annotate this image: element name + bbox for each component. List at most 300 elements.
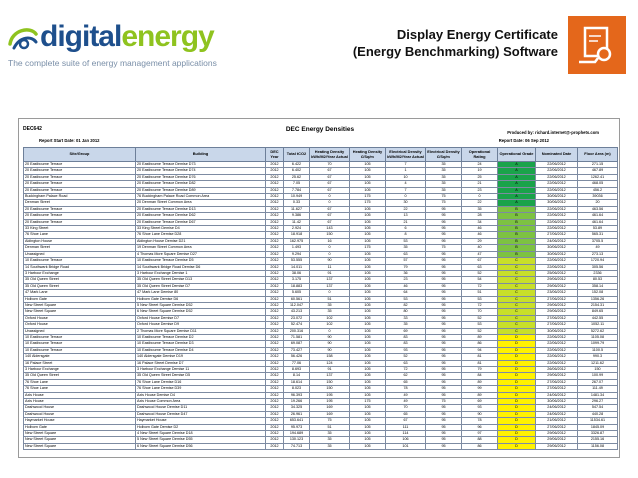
table-cell: 95 xyxy=(426,347,462,353)
table-cell: 49 xyxy=(386,399,426,405)
table-cell: 95 xyxy=(426,328,462,334)
column-header[interactable]: Electrical Density kWh/M2/Year Actual xyxy=(386,148,426,162)
table-cell: New Street Square xyxy=(24,309,136,315)
table-cell: 2012 xyxy=(266,309,284,315)
table-cell: 80 xyxy=(386,309,426,315)
page-title-line2: (Energy Benchmarking) Software xyxy=(352,44,558,59)
table-cell: 69 xyxy=(462,399,498,405)
table-cell: A xyxy=(498,181,536,187)
column-header[interactable]: Electrical Density £/Sq/m xyxy=(426,148,462,162)
table-cell: 20 Eastbourne Terrace xyxy=(24,162,136,168)
table-cell: 0 xyxy=(310,251,350,257)
table-cell: 105 xyxy=(350,379,386,385)
table-cell: 67 xyxy=(310,219,350,225)
table-cell: 0 xyxy=(310,290,350,296)
table-cell: 175 xyxy=(350,245,386,251)
table-cell: 20 Eastbourne Terrace xyxy=(24,206,136,212)
table-cell: 105 xyxy=(350,238,386,244)
column-header[interactable]: Heating Density kWh/M2/Year Actual xyxy=(310,148,350,162)
table-cell: 71.581 xyxy=(284,334,310,340)
table-cell: 195 xyxy=(310,392,350,398)
table-cell: 2012 xyxy=(266,322,284,328)
table-cell: 72 xyxy=(462,302,498,308)
table-cell: 22/06/2012 xyxy=(536,206,578,212)
page-title xyxy=(353,26,558,60)
table-cell: 95 xyxy=(426,290,462,296)
table-cell: 461.64 xyxy=(578,219,618,225)
table-cell: 29/06/2012 xyxy=(536,283,578,289)
table-cell: 3 Harbour Exchange Demise 11 xyxy=(136,367,266,373)
table-cell: 22 xyxy=(386,206,426,212)
table-cell: 86 xyxy=(462,341,498,347)
table-cell: 2012 xyxy=(266,213,284,219)
table-cell: 6 New Street Square Demise D56 xyxy=(136,443,266,449)
table-cell: 1052.11 xyxy=(578,322,618,328)
table-cell: 20 Eastbourne Terrace Demise D82 xyxy=(136,181,266,187)
table-cell: 105 xyxy=(350,174,386,180)
table-cell: 137 xyxy=(310,277,350,283)
table-cell: D xyxy=(498,399,536,405)
table-cell: C xyxy=(498,277,536,283)
table-cell: 79 xyxy=(386,264,426,270)
table-cell: 105 xyxy=(350,181,386,187)
table-cell: 2012 xyxy=(266,405,284,411)
table-cell: 20 Eastbourne Terrace xyxy=(24,187,136,193)
table-cell: 3326.87 xyxy=(578,431,618,437)
table-cell: 35 Old Queen Street xyxy=(24,373,136,379)
table-cell: 16 xyxy=(310,238,350,244)
table-cell: 47 Mark Lane xyxy=(24,290,136,296)
logo-wordmark xyxy=(40,22,214,52)
table-cell: B xyxy=(498,238,536,244)
column-header[interactable]: Nominated Date xyxy=(536,148,578,162)
table-cell: 10 Eastbourne Terrace Demise D3 xyxy=(136,341,266,347)
table-cell: 76 Shoe Lane xyxy=(24,379,136,385)
table-cell: 95 xyxy=(426,219,462,225)
table-cell: 150 xyxy=(578,367,618,373)
table-cell: 101 xyxy=(386,443,426,449)
table-cell: 20 Eastbourne Terrace xyxy=(24,181,136,187)
table-cell: 0 xyxy=(386,194,426,200)
table-cell: 91 xyxy=(310,270,350,276)
column-header[interactable]: Site/Group xyxy=(24,148,136,162)
table-cell: 2012 xyxy=(266,418,284,424)
table-cell: 140 Aldersgate Demise D19 xyxy=(136,354,266,360)
table-cell: 0 xyxy=(310,328,350,334)
table-cell: 35 xyxy=(310,431,350,437)
table-cell: 95 xyxy=(426,277,462,283)
table-cell: 30 xyxy=(386,200,426,206)
digital-energy-logo xyxy=(6,22,214,52)
table-cell: 35 Old Queen Street Demise D7 xyxy=(136,283,266,289)
table-cell: 22/06/2012 xyxy=(536,162,578,168)
table-cell: 440.28 xyxy=(578,411,618,417)
table-cell: Dashwood House xyxy=(24,405,136,411)
table-cell: 24/06/2012 xyxy=(536,238,578,244)
report-start-date: Report Start Date: 01 Jan 2012 xyxy=(39,138,100,143)
table-cell: D xyxy=(498,431,536,437)
table-cell: 271.15 xyxy=(578,162,618,168)
table-cell: 22/06/2012 xyxy=(536,213,578,219)
table-cell: Dashwood House Demise D47 xyxy=(136,411,266,417)
table-cell: 11.627 xyxy=(284,206,310,212)
table-cell: 77.06 xyxy=(284,360,310,366)
table-cell: 95 xyxy=(426,379,462,385)
table-cell: 67 xyxy=(310,187,350,193)
table-cell: 35 xyxy=(426,162,462,168)
table-cell: 2154.31 xyxy=(578,302,618,308)
table-cell: 2155.16 xyxy=(578,437,618,443)
table-cell: 75 xyxy=(426,245,462,251)
table-cell: 60.561 xyxy=(284,296,310,302)
table-cell: 53 xyxy=(386,296,426,302)
table-cell: 70 xyxy=(310,162,350,168)
table-cell: 3705.5 xyxy=(578,238,618,244)
produced-by: Produced by: richard.internet@-prophets.com xyxy=(507,130,599,135)
table-cell: 112.047 xyxy=(284,302,310,308)
table-cell: 53 xyxy=(462,322,498,328)
table-cell: 67 xyxy=(310,168,350,174)
table-cell: 105 xyxy=(350,162,386,168)
table-cell: B xyxy=(498,226,536,232)
table-row[interactable] xyxy=(24,443,618,449)
table-cell: 52 xyxy=(462,328,498,334)
table-cell: 105 xyxy=(350,354,386,360)
table-cell: 75 xyxy=(426,194,462,200)
table-cell: 2 Thomas More Square Demise D11 xyxy=(136,328,266,334)
table-cell: 468.05 xyxy=(578,181,618,187)
table-cell: 95 xyxy=(426,354,462,360)
table-cell: 11 xyxy=(310,264,350,270)
table-cell: 3.175 xyxy=(284,277,310,283)
table-cell: 358.14 xyxy=(578,283,618,289)
table-cell: A xyxy=(498,168,536,174)
table-cell: 2012 xyxy=(266,379,284,385)
table-cell: 36 xyxy=(386,270,426,276)
table-cell: 35 Old Queen Street xyxy=(24,277,136,283)
table-cell: C xyxy=(498,283,536,289)
table-cell: 26/06/2012 xyxy=(536,367,578,373)
table-cell: 95 xyxy=(426,424,462,430)
table-cell: 0 xyxy=(310,194,350,200)
table-cell: 43.213 xyxy=(284,309,310,315)
table-cell: 53 xyxy=(386,238,426,244)
table-cell: 27/06/2012 xyxy=(536,322,578,328)
table-cell: 35 xyxy=(386,322,426,328)
table-cell: D xyxy=(498,411,536,417)
table-cell: 100.99 xyxy=(578,373,618,379)
table-cell: 27/06/2012 xyxy=(536,232,578,238)
table-cell: B xyxy=(498,251,536,257)
table-cell: 35 xyxy=(426,168,462,174)
table-cell: 565.31 xyxy=(578,232,618,238)
column-header[interactable]: Building xyxy=(136,148,266,162)
table-cell: 53 xyxy=(462,296,498,302)
table-cell: 83 xyxy=(386,341,426,347)
table-cell: 2012 xyxy=(266,424,284,430)
table-cell: 95 xyxy=(426,341,462,347)
table-cell: 35 xyxy=(426,181,462,187)
table-cell: 95 xyxy=(426,232,462,238)
table-cell: 10 Eastbourne Terrace xyxy=(24,334,136,340)
table-cell: D xyxy=(498,334,536,340)
table-cell: Buckingham Palace Road xyxy=(24,194,136,200)
table-cell: 2012 xyxy=(266,187,284,193)
table-cell: 105 xyxy=(350,315,386,321)
table-cell: 22/06/2012 xyxy=(536,264,578,270)
swirl-logo-icon xyxy=(6,22,40,52)
table-cell: 70 xyxy=(462,309,498,315)
table-cell: 96 xyxy=(462,424,498,430)
table-cell: 95 xyxy=(426,315,462,321)
table-header-row xyxy=(24,148,618,162)
column-header[interactable]: Operational Rating xyxy=(462,148,498,162)
table-cell: Oxford House xyxy=(24,322,136,328)
table-cell: 84 xyxy=(462,373,498,379)
table-cell: 29/06/2012 xyxy=(536,277,578,283)
table-cell: 2012 xyxy=(266,206,284,212)
table-cell: 467.89 xyxy=(578,168,618,174)
table-cell: 102 xyxy=(310,322,350,328)
table-cell: D xyxy=(498,347,536,353)
table-cell: 2012 xyxy=(266,245,284,251)
table-cell: D xyxy=(498,418,536,424)
table-cell: 18.883 xyxy=(284,283,310,289)
table-cell: 63 xyxy=(386,251,426,257)
table-cell: 75 xyxy=(310,418,350,424)
table-cell: 22 xyxy=(462,200,498,206)
table-cell: 18.918 xyxy=(284,232,310,238)
table-cell: 30/06/2012 xyxy=(536,328,578,334)
column-header[interactable]: Operational Grade xyxy=(498,148,536,162)
report-id: DEC642 xyxy=(23,126,42,132)
table-cell: Oxford House Demise D9 xyxy=(136,322,266,328)
table-cell: 53.89 xyxy=(578,226,618,232)
table-cell: 849.65 xyxy=(578,309,618,315)
table-cell: D xyxy=(498,392,536,398)
table-cell: C xyxy=(498,270,536,276)
table-cell: 105 xyxy=(350,373,386,379)
table-cell: 2012 xyxy=(266,386,284,392)
table-cell: 95 xyxy=(426,302,462,308)
table-cell: 23 xyxy=(386,277,426,283)
table-cell: 140 Aldersgate xyxy=(24,354,136,360)
table-cell: 194.689 xyxy=(284,431,310,437)
table-cell: 20 Eastbourne Terrace Demise D67 xyxy=(136,219,266,225)
table-cell: 2012 xyxy=(266,354,284,360)
report-title: DEC Energy Densities xyxy=(285,126,355,133)
table-cell: 79 xyxy=(462,367,498,373)
table-cell: 4 Thomas More Square Demise D27 xyxy=(136,251,266,257)
table-cell: 21/06/2012 xyxy=(536,418,578,424)
table-cell: 24/06/2012 xyxy=(536,392,578,398)
table-cell: Axis House Demise D4 xyxy=(136,392,266,398)
table-cell: 95.973 xyxy=(284,424,310,430)
table-cell: 27/06/2012 xyxy=(536,296,578,302)
table-cell: 33 King Street Demise D4 xyxy=(136,226,266,232)
table-cell: 93 xyxy=(386,347,426,353)
table-cell: 69.087 xyxy=(284,341,310,347)
table-cell: 2012 xyxy=(266,431,284,437)
table-cell: 105 xyxy=(350,322,386,328)
table-cell: 8 xyxy=(386,232,426,238)
table-cell: 24 xyxy=(462,162,498,168)
table-cell: 52 xyxy=(462,315,498,321)
table-cell: 8.14 xyxy=(284,373,310,379)
table-cell: 64 xyxy=(386,290,426,296)
table-cell: 2012 xyxy=(266,367,284,373)
table-cell: 150 xyxy=(310,386,350,392)
column-header[interactable]: DEC Year xyxy=(266,148,284,162)
table-cell: 51 xyxy=(462,290,498,296)
table-cell: 114 xyxy=(386,431,426,437)
table-cell: 14 Southwark Bridge Road xyxy=(24,264,136,270)
table-cell: 21 xyxy=(386,219,426,225)
table-cell: 95 xyxy=(426,431,462,437)
table-cell: 105 xyxy=(350,213,386,219)
table-cell: New Street Square xyxy=(24,437,136,443)
table-cell: 296.27 xyxy=(578,399,618,405)
table-cell: 162.975 xyxy=(284,238,310,244)
table-cell: 5 New Street Square Demise D52 xyxy=(136,302,266,308)
table-cell: D xyxy=(498,379,536,385)
table-cell: 105 xyxy=(350,392,386,398)
table-cell: 78 xyxy=(386,386,426,392)
table-cell: 51 xyxy=(310,296,350,302)
table-cell: A xyxy=(498,187,536,193)
table-cell: 150 xyxy=(310,379,350,385)
table-cell: 7 xyxy=(386,187,426,193)
table-cell: 169 xyxy=(310,405,350,411)
table-cell: 106 xyxy=(386,437,426,443)
table-cell: 2012 xyxy=(266,277,284,283)
table-cell: 6 xyxy=(386,226,426,232)
table-cell: A xyxy=(498,162,536,168)
table-cell: 2012 xyxy=(266,258,284,264)
table-cell: 105 xyxy=(350,341,386,347)
table-cell: Aldington House xyxy=(24,238,136,244)
table-cell: 105 xyxy=(350,418,386,424)
table-cell: 33 King Street xyxy=(24,226,136,232)
table-cell: 105 xyxy=(350,226,386,232)
table-cell: 76 Shoe Lane Demise D39 xyxy=(136,386,266,392)
table-cell: 90 xyxy=(310,347,350,353)
table-cell: 75 xyxy=(426,200,462,206)
table-cell: C xyxy=(498,315,536,321)
table-cell: A xyxy=(498,200,536,206)
table-cell: 95 xyxy=(426,418,462,424)
table-cell: 2012 xyxy=(266,302,284,308)
table-cell: 95 xyxy=(426,411,462,417)
table-cell: Holborn Gate Demise D6 xyxy=(136,296,266,302)
column-header[interactable]: Floor Area (m) xyxy=(578,148,618,162)
column-header[interactable]: Heating Density £/Sq/m xyxy=(350,148,386,162)
table-cell: 990.3 xyxy=(578,354,618,360)
table-cell: 130.123 xyxy=(284,437,310,443)
table-cell: 23.072 xyxy=(284,315,310,321)
table-cell: 30/06/2012 xyxy=(536,399,578,405)
table-cell: 11534.61 xyxy=(578,418,618,424)
table-cell: 93 xyxy=(462,405,498,411)
table-cell: 20 Eastbourne Terrace Demise D74 xyxy=(136,168,266,174)
table-cell: 54 xyxy=(462,277,498,283)
table-cell: 57 xyxy=(386,258,426,264)
table-cell: 20 Eastbourne Terrace xyxy=(24,213,136,219)
table-cell: 47 xyxy=(462,251,498,257)
table-cell: B xyxy=(498,232,536,238)
table-cell: 47 Mark Lane Demise 80 xyxy=(136,290,266,296)
table-cell: 10 Eastbourne Terrace xyxy=(24,341,136,347)
table-cell: 105 xyxy=(350,411,386,417)
table-cell: 94 xyxy=(462,347,498,353)
table-cell: 2012 xyxy=(266,226,284,232)
table-cell: 86 xyxy=(462,443,498,449)
table-cell: 35 xyxy=(310,443,350,449)
table-cell: 22/06/2012 xyxy=(536,181,578,187)
table-cell: 10 Eastbourne Terrace Demise D2 xyxy=(136,334,266,340)
table-cell: 1211.62 xyxy=(578,360,618,366)
report-sheet xyxy=(18,118,620,458)
table-cell: 25 xyxy=(462,174,498,180)
table-cell: 81 xyxy=(462,360,498,366)
table-cell: 95 xyxy=(426,309,462,315)
table-cell: 34 xyxy=(462,219,498,225)
table-cell: 16 Palace Street Demise D7 xyxy=(136,360,266,366)
table-cell: 53.555 xyxy=(284,258,310,264)
table-cell: 83 xyxy=(386,334,426,340)
logo-word-digital: digital xyxy=(40,20,122,53)
table-cell: 6.422 xyxy=(284,162,310,168)
table-cell: Holborn Gate Demise D2 xyxy=(136,424,266,430)
table-cell: 76 Shoe Lane Demise D28 xyxy=(136,232,266,238)
table-cell: 22/06/2012 xyxy=(536,341,578,347)
table-cell: C xyxy=(498,264,536,270)
table-cell: New Street Square xyxy=(24,302,136,308)
table-cell: 22/06/2012 xyxy=(536,347,578,353)
column-header[interactable]: Total tCO2 xyxy=(284,148,310,162)
table-cell: 27/06/2012 xyxy=(536,424,578,430)
table-cell: 76 Shoe Lane xyxy=(24,232,136,238)
table-cell: Unassigned xyxy=(24,251,136,257)
table-cell: Holborn Gate xyxy=(24,296,136,302)
table-cell: 46 xyxy=(462,226,498,232)
table-cell: 105 xyxy=(350,443,386,449)
table-cell: D xyxy=(498,386,536,392)
table-cell: 442.55 xyxy=(578,315,618,321)
table-cell: 0 xyxy=(310,245,350,251)
table-cell: D xyxy=(498,443,536,449)
table-cell: 10 Eastbourne Terrace Demise D5 xyxy=(136,258,266,264)
table-cell: 28 xyxy=(462,213,498,219)
table-cell: 105 xyxy=(350,328,386,334)
table-cell: B xyxy=(498,245,536,251)
table-cell: 67 xyxy=(310,174,350,180)
report-end-date: Report Date: 06 Sep 2012 xyxy=(498,138,549,143)
table-cell: 22/06/2012 xyxy=(536,187,578,193)
table-cell: 1156.08 xyxy=(578,443,618,449)
table-cell: 63 xyxy=(462,264,498,270)
table-cell: 23/06/2012 xyxy=(536,290,578,296)
table-cell: 105 xyxy=(350,264,386,270)
table-cell: C xyxy=(498,302,536,308)
table-cell: 96.393 xyxy=(284,392,310,398)
table-cell: 175 xyxy=(350,194,386,200)
table-cell: D xyxy=(498,341,536,347)
table-cell: B xyxy=(498,213,536,219)
table-cell: Haymarket House xyxy=(24,418,136,424)
table-cell: 30/06/2012 xyxy=(536,245,578,251)
table-cell: D xyxy=(498,437,536,443)
